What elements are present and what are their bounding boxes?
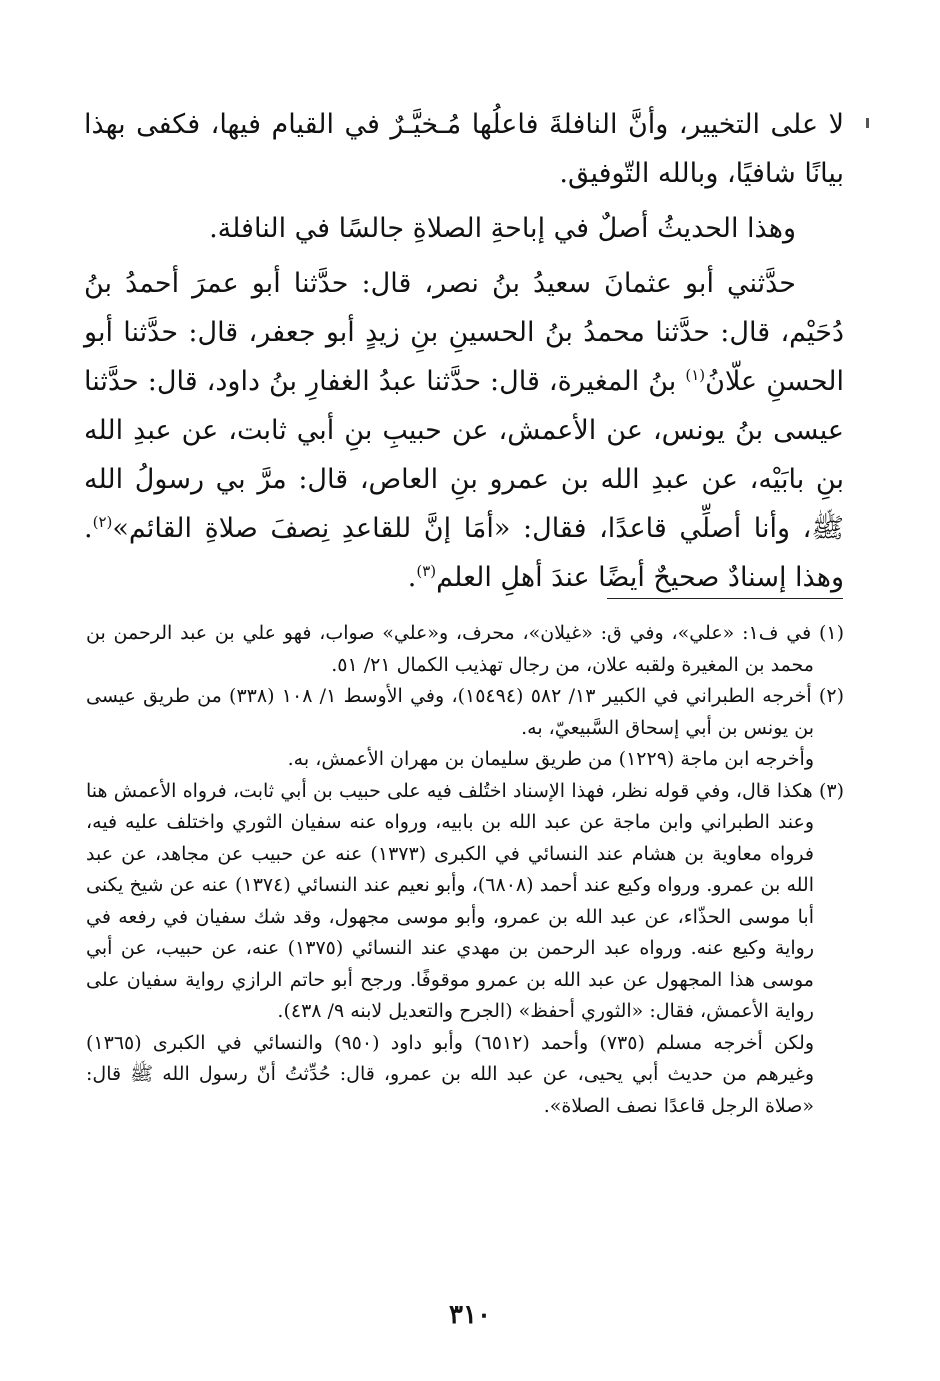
paragraph-3-part-c: . وهذا إسنادٌ صحيحٌ أيضًا عندَ أهلِ العلم <box>84 513 844 593</box>
paragraph-1: لا على التخيير، وأنَّ النافلةَ فاعلُها مُـخيَّـرٌ في القيام فيها، فكفى بهذا بيانًا شافيًا، وبالله التّوفيق. <box>84 109 844 189</box>
footnote-3: (٣) هكذا قال، وفي قوله نظر، فهذا الإسناد اختُلف فيه على حبيب بن أبي ثابت، فرواه الأعمش هنا وعند الطبراني وابن ماجة عن عبد الله بن بابيه، ورواه عنه سفيان الثوري واختلف عليه فيه، فرواه معاوية بن هشام عند النسائي في الكبرى (١٣٧٣) عنه عن حبيب عن مجاهد، عن عبد الله بن عمرو. ورواه وكيع عند أحمد (٦٨٠٨)، وأبو نعيم عند النسائي (١٣٧٤) عنه عن شيخ يكنى أبا موسى الحذّاء، عن عبد الله بن عمرو، وأبو موسى مجهول، وقد شك سفيان في رفعه في رواية وكيع عنه. ورواه عبد الرحمن بن مهدي عند النسائي (١٣٧٥) عنه، عن حبيب، عن أبي موسى هذا المجهول عن عبد الله بن عمرو موقوفًا. ورجح أبو حاتم الرازي رواية سفيان على رواية الأعمش، فقال: «الثوري أحفظ» (الجرح والتعديل لابنه ٩/ ٤٣٨). <box>86 779 844 1022</box>
paragraph-3 <box>84 259 844 602</box>
footnote-2: (٢) أخرجه الطبراني في الكبير ١٣/ ٥٨٢ (١٥٤٩٤)، وفي الأوسط ١/ ١٠٨ (٣٣٨) من طريق عيسى بن يونس بن أبي إسحاق السَّبيعيّ، به. <box>86 685 844 739</box>
footnotes <box>86 618 844 1122</box>
footnote-ref-2: (٢) <box>92 513 113 531</box>
paragraph-3-part-d: . <box>407 562 417 593</box>
footnote-1: (١) في ف١: «علي»، وفي ق: «غيلان»، محرف، و«علي» صواب، فهو علي بن عبد الرحمن بن محمد بن المغيرة ولقبه علان، من رجال تهذيب الكمال ٢١/ ٥١. <box>86 622 845 676</box>
paragraph-2: وهذا الحديثُ أصلٌ في إباحةِ الصلاةِ جالسًا في النافلة. <box>209 213 796 244</box>
footnote-divider <box>607 598 843 599</box>
page-number: ٣١٠ <box>449 1300 491 1330</box>
main-text <box>84 100 844 608</box>
paragraph-3-part-b: بنُ المغيرة، قال: حدَّثنا عبدُ الغفارِ بنُ داود، قال: حدَّثنا عيسى بنُ يونس، عن الأعمش، عن حبيبِ بنِ أبي ثابت، عن عبدِ الله بنِ بابَيْه، عن عبدِ الله بن عمرو بنِ العاص، قال: مرَّ بي رسولُ الله ﷺ، وأنا أصلِّي قاعدًا، فقال: «أمَا إنَّ للقاعدِ نِصفَ صلاةِ القائم» <box>84 366 844 544</box>
paragraph-3-part-a: حدَّثني أبو عثمانَ سعيدُ بنُ نصر، قال: حدَّثنا أبو عمرَ أحمدُ بنُ دُحَيْم، قال: حدَّثنا محمدُ بنُ الحسينِ بنِ زيدٍ أبو جعفر، قال: حدَّثنا أبو الحسنِ علّانُ <box>84 268 844 397</box>
footnote-ref-1: (١) <box>685 366 706 384</box>
footnote-2-continuation: وأخرجه ابن ماجة (١٢٢٩) من طريق سليمان بن مهران الأعمش، به. <box>287 748 814 770</box>
footnote-ref-3: (٣) <box>416 562 437 580</box>
footnote-3-continuation: ولكن أخرجه مسلم (٧٣٥) وأحمد (٦٥١٢) وأبو داود (٩٥٠) والنسائي في الكبرى (١٣٦٥) وغيرهم من حديث أبي يحيى، عن عبد الله بن عمرو، قال: حُدِّثتُ أنّ رسول الله ﷺ قال: «صلاة الرجل قاعدًا نصف الصلاة». <box>86 1031 814 1117</box>
margin-mark <box>866 118 869 128</box>
